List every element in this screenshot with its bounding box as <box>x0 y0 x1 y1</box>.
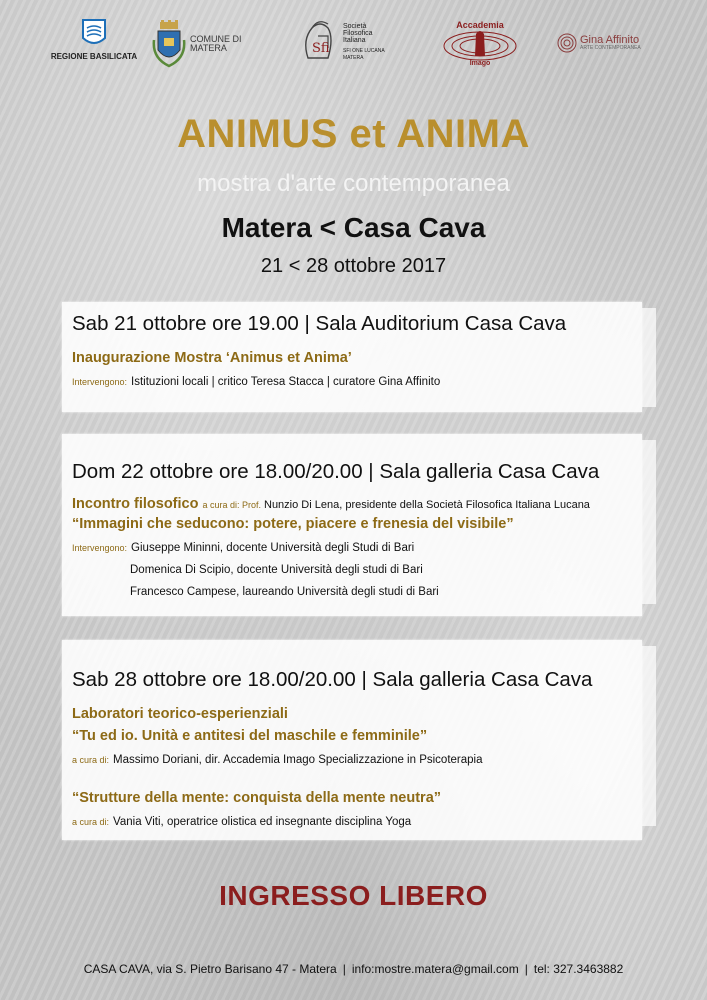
footer-separator-2: | <box>524 962 528 976</box>
logo-bar <box>0 18 707 78</box>
event-3-curated-1-text: Massimo Doriani, dir. Accademia Imago Specializzazione in Psicoterapia <box>113 754 483 766</box>
sfi-mark: Sfi <box>312 41 330 56</box>
ingresso-libero: INGRESSO LIBERO <box>219 880 488 911</box>
accademia-top-text: Accademia <box>456 20 504 30</box>
matera-crest-icon <box>152 20 186 68</box>
gina-label: Gina Affinito <box>580 33 640 46</box>
matera-line2: MATERA <box>190 43 227 53</box>
event-3-curated-2-text: Vania Viti, operatrice olistica ed insegnante disciplina Yoga <box>113 816 412 828</box>
gina-spiral-icon <box>556 32 578 54</box>
event-2-curated: Nunzio Di Lena, presidente della Società Filosofica Italiana Lucana <box>264 499 590 511</box>
event-1-speakers-label: Intervengono: <box>72 377 128 387</box>
gina-sub: ARTE CONTEMPORANEA <box>580 44 641 51</box>
event-panel-2 <box>62 434 642 616</box>
event-1-speakers-text: Istituzioni locali | critico Teresa Stacca | curatore Gina Affinito <box>131 376 441 388</box>
event-2-heading: Dom 22 ottobre ore 18.00/20.00 | Sala galleria Casa Cava <box>72 460 600 483</box>
event-3-quote-1: “Tu ed io. Unità e antitesi del maschile e femminile” <box>72 728 428 744</box>
event-3-curated-2 <box>72 816 411 828</box>
event-3-heading: Sab 28 ottobre ore 18.00/20.00 | Sala galleria Casa Cava <box>72 668 593 691</box>
event-3-curated-1-label: a cura di: <box>72 755 110 765</box>
event-1-heading: Sab 21 ottobre ore 19.00 | Sala Auditorium Casa Cava <box>72 312 567 335</box>
event-3-quote-2: “Strutture della mente: conquista della mente neutra” <box>72 790 442 806</box>
comune-matera-logo <box>152 20 242 68</box>
sfi-line2: Filosofica <box>343 29 373 37</box>
event-3-curated-1 <box>72 754 482 766</box>
dates: 21 < 28 ottobre 2017 <box>260 255 447 277</box>
event-2-speaker-3: Francesco Campese, laureando Università degli studi di Bari <box>130 586 439 598</box>
footer-address: CASA CAVA, via S. Pietro Barisano 47 - Matera <box>83 962 337 976</box>
event-panel-1 <box>62 302 642 412</box>
event-2-quote: “Immagini che seducono: potere, piacere e frenesia del visibile” <box>72 516 514 532</box>
sfi-line3: Italiana <box>343 36 366 44</box>
event-2-title-line <box>72 496 590 512</box>
footer-email[interactable]: info:mostre.matera@gmail.com <box>351 962 519 976</box>
sfi-line5: MATERA <box>343 54 364 61</box>
event-1-speakers <box>72 376 440 388</box>
event-panel-3 <box>62 640 642 840</box>
event-3-title: Laboratori teorico-esperienziali <box>72 706 288 722</box>
sfi-helmet-icon <box>298 18 340 66</box>
main-title: ANIMUS et ANIMA <box>177 112 530 156</box>
accademia-imago-logo <box>440 18 520 68</box>
matera-line1: COMUNE DI <box>190 34 242 44</box>
footer-tel[interactable]: tel: 327.3463882 <box>533 962 624 976</box>
event-2-speakers-label: Intervengono: <box>72 543 128 553</box>
event-3-curated-2-label: a cura di: <box>72 817 110 827</box>
event-1-title: Inaugurazione Mostra ‘Animus et Anima’ <box>72 350 352 366</box>
footer <box>0 962 707 976</box>
sfi-logo <box>298 18 385 66</box>
event-2-speaker-2: Domenica Di Scipio, docente Università degli studi di Bari <box>130 564 423 576</box>
regione-basilicata-logo <box>44 18 144 61</box>
location: Matera < Casa Cava <box>221 212 486 243</box>
subtitle: mostra d'arte contemporanea <box>197 170 510 197</box>
accademia-bottom-text: Imago <box>469 60 491 67</box>
event-2-speaker-1-line <box>72 542 414 554</box>
sfi-line4: SFI ONE LUCANA <box>343 47 385 54</box>
event-2-title: Incontro filosofico <box>72 496 199 512</box>
footer-separator-1: | <box>342 962 346 976</box>
sfi-line1: Società <box>343 22 367 30</box>
gina-affinito-logo <box>556 32 641 54</box>
event-2-curated-label: a cura di: Prof. <box>202 500 261 510</box>
accademia-imago-icon <box>440 18 520 68</box>
event-2-speaker-1: Giuseppe Mininni, docente Università degli Studi di Bari <box>131 542 415 554</box>
basilicata-label: REGIONE BASILICATA <box>50 52 138 61</box>
basilicata-shield-icon <box>81 18 107 48</box>
